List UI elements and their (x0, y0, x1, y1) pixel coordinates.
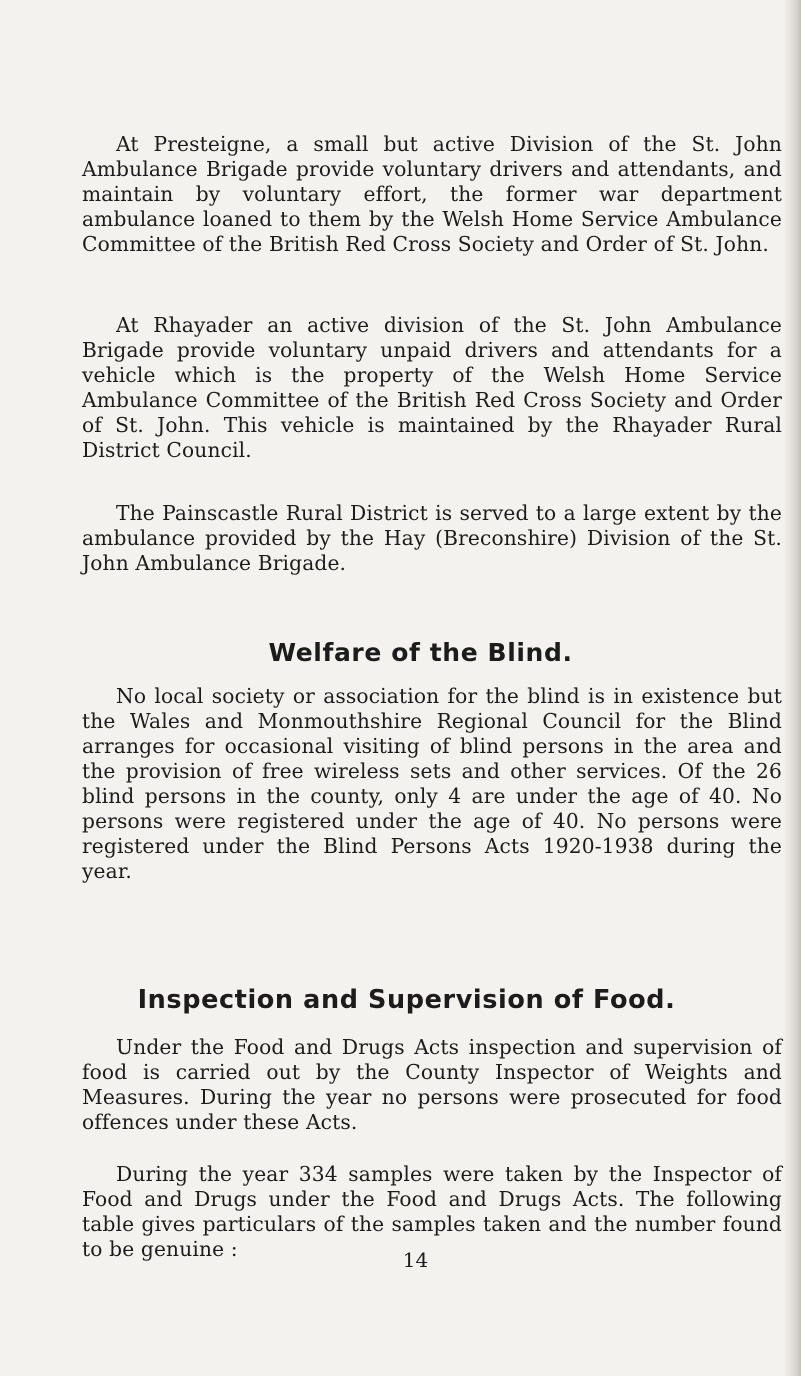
paragraph-blind-welfare: No local society or association for the blind is in existence but the Wales and Monmouthshire Regional Council for the Blind arranges for occasional visiting of blind persons in the area and the provision of free wireless sets and other services. Of the 26 blind persons in the county, only 4 are under the age of 40. No persons were registered under the age of 40. No persons were registered under the Blind Persons Acts 1920-1938 during the year. (82, 684, 782, 883)
paragraph-painscastle: The Painscastle Rural District is served to a large extent by the ambulance provided by the Hay (Breconshire) Division of the St. John Ambulance Brigade. (82, 501, 782, 575)
paragraph-presteigne: At Presteigne, a small but active Division of the St. John Ambulance Brigade provide voluntary drivers and attendants, and maintain by voluntary effort, the former war department ambulance loaned to them by the Welsh Home Service Ambulance Committee of the British Red Cross Society and Order of St. John. (82, 132, 782, 256)
page-edge-shadow (783, 0, 801, 1376)
paragraph-food-drugs-acts: Under the Food and Drugs Acts inspection and supervision of food is carried out by the County Inspector of Weights and Measures. During the year no persons were prosecuted for food offences under these Acts. (82, 1035, 782, 1134)
paragraph-rhayader: At Rhayader an active division of the St. John Ambulance Brigade provide voluntary unpaid drivers and attendants for a vehicle which is the property of the Welsh Home Service Ambulance Committee of the British Red Cross Society and Order of St. John. This vehicle is maintained by the Rhayader Rural District Council. (82, 313, 782, 462)
paragraph-samples: During the year 334 samples were taken by the Inspector of Food and Drugs under the Food and Drugs Acts. The following table gives particulars of the samples taken and the number found to be genuine : (82, 1162, 782, 1261)
page-number: 14 (402, 1248, 429, 1272)
heading-food-inspection: Inspection and Supervision of Food. (137, 985, 676, 1015)
heading-welfare-of-the-blind: Welfare of the Blind. (268, 638, 573, 667)
